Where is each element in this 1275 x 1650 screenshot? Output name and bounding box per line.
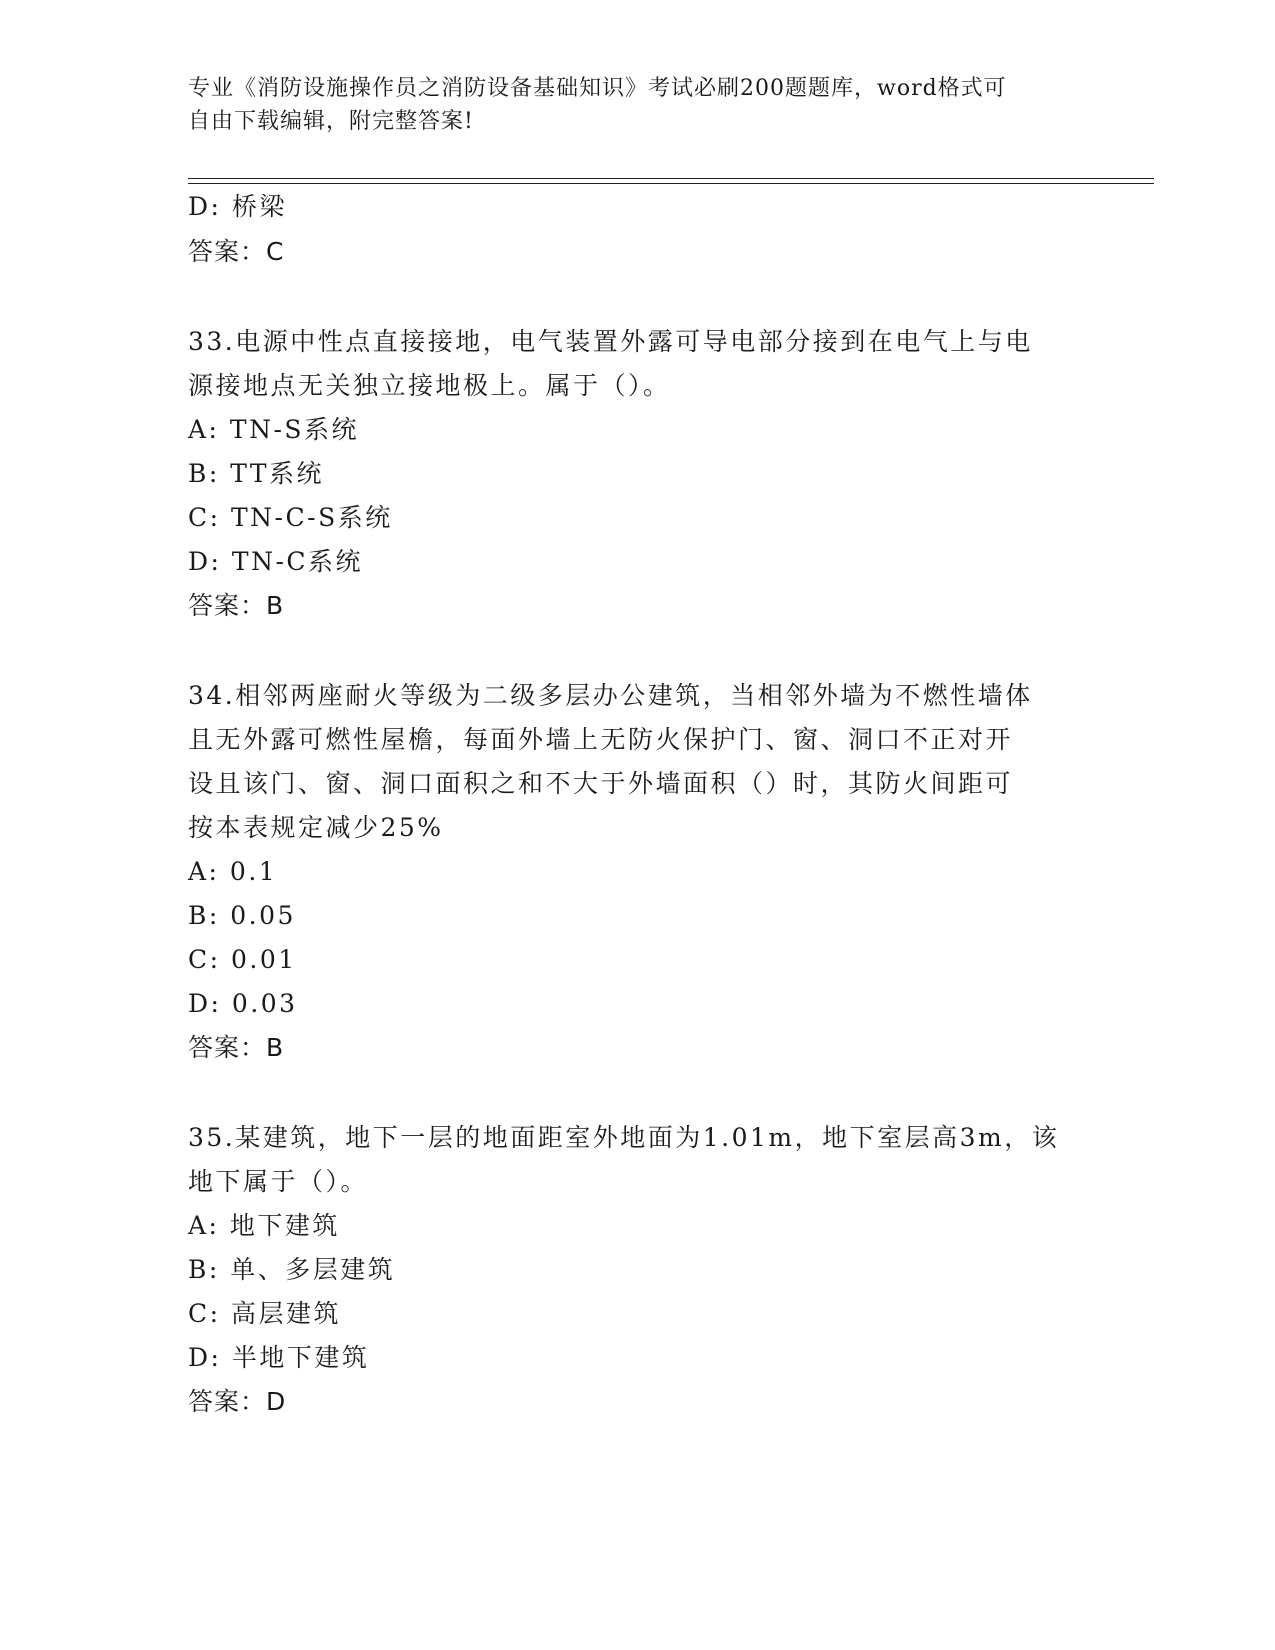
q33-answer: 答案：B: [188, 591, 285, 620]
q34-answer: 答案：B: [188, 1033, 285, 1062]
q35-option-c: C: 高层建筑: [188, 1299, 341, 1328]
header-rule-top: [188, 178, 1154, 179]
q34-option-c: C: 0.01: [188, 945, 297, 974]
q33-option-b: B: TT系统: [188, 459, 325, 488]
q35-stem-line-1: 35.某建筑，地下一层的地面距室外地面为1.01m，地下室层高3m，该: [188, 1123, 1060, 1152]
prev-answer: 答案：C: [188, 237, 285, 266]
q35-answer: 答案：D: [188, 1387, 287, 1416]
q35-option-a: A: 地下建筑: [188, 1211, 340, 1240]
document-header: [188, 72, 1068, 138]
q34-option-d: D: 0.03: [188, 989, 298, 1018]
prev-option-d: D: 桥梁: [188, 192, 287, 221]
q33-option-c: C: TN-C-S系统: [188, 503, 393, 532]
q34-option-a: A: 0.1: [188, 857, 278, 886]
q35-option-d: D: 半地下建筑: [188, 1343, 370, 1372]
header-line-1: 专业《消防设施操作员之消防设备基础知识》考试必刷200题题库，word格式可: [188, 76, 1007, 101]
header-line-2: 自由下载编辑，附完整答案!: [188, 109, 474, 134]
q34-stem-line-2: 且无外露可燃性屋檐，每面外墙上无防火保护门、窗、洞口不正对开: [188, 725, 1014, 754]
q34-stem-line-3: 设且该门、窗、洞口面积之和不大于外墙面积（）时，其防火间距可: [188, 769, 1014, 798]
q33-stem-line-2: 源接地点无关独立接地极上。属于（）。: [188, 371, 671, 400]
header-rule-bottom: [188, 183, 1154, 184]
q33-option-d: D: TN-C系统: [188, 547, 364, 576]
q34-stem-line-4: 按本表规定减少25%: [188, 813, 444, 842]
q35-stem-line-2: 地下属于（）。: [188, 1167, 369, 1196]
q33-stem-line-1: 33.电源中性点直接接地，电气装置外露可导电部分接到在电气上与电: [188, 327, 1033, 356]
q34-option-b: B: 0.05: [188, 901, 296, 930]
q34-stem-line-1: 34.相邻两座耐火等级为二级多层办公建筑，当相邻外墙为不燃性墙体: [188, 681, 1033, 710]
q33-option-a: A: TN-S系统: [188, 415, 360, 444]
q35-option-b: B: 单、多层建筑: [188, 1255, 396, 1284]
